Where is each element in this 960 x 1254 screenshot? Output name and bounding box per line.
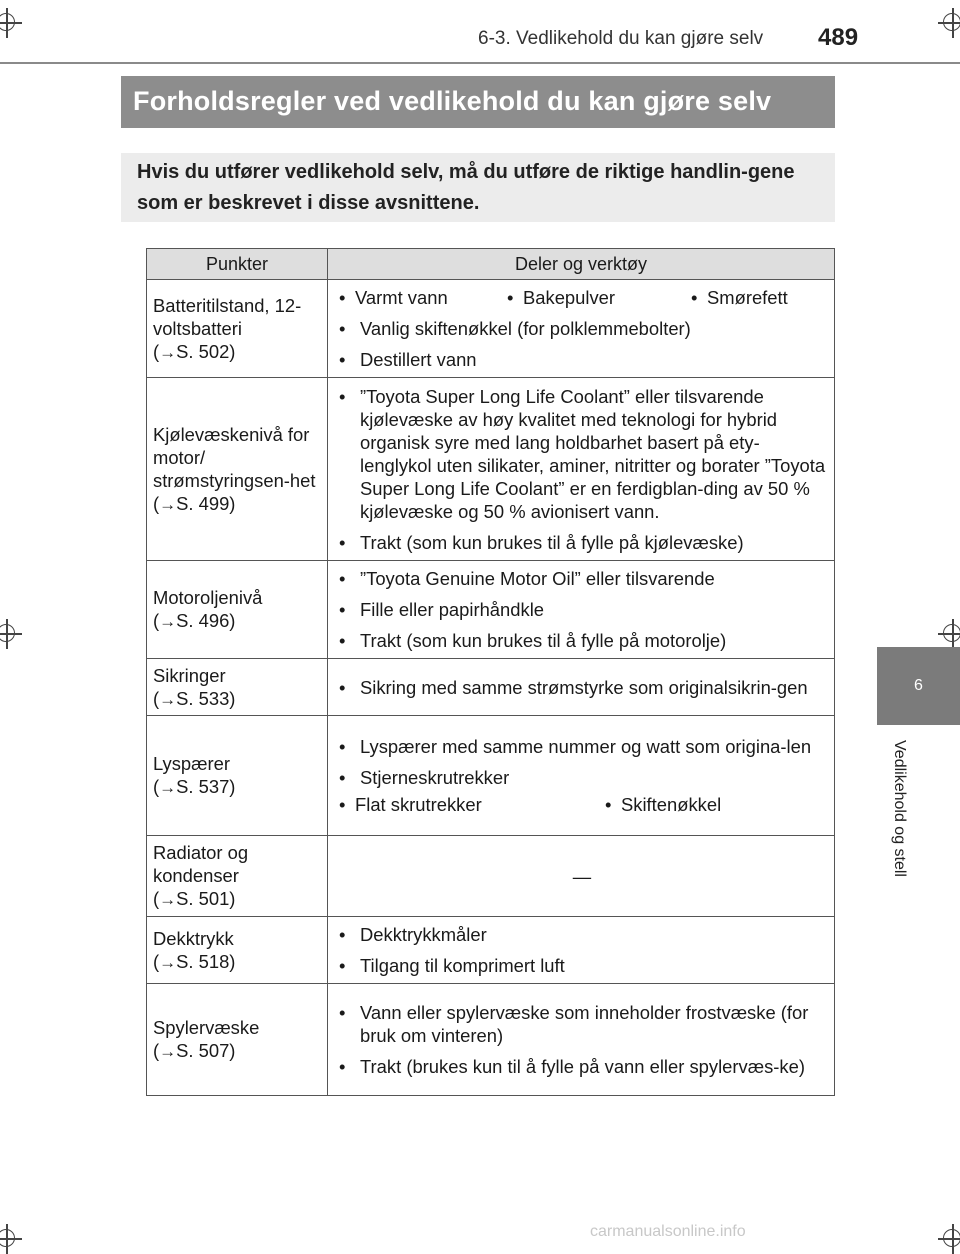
arrow-icon: → (159, 952, 177, 972)
crop-mark-top-left (0, 8, 22, 38)
item-name: Dekktrykk (153, 927, 234, 949)
empty-dash: — (572, 865, 592, 887)
table-row (147, 836, 835, 917)
item-cell: Sikringer (→S. 533) (147, 659, 328, 716)
list-item: • Tilgang til komprimert luft (336, 954, 828, 977)
header-divider (0, 62, 960, 64)
page-ref-link[interactable]: S. 518 (176, 950, 230, 972)
table-row (147, 716, 835, 836)
page-ref-link[interactable]: S. 507 (176, 1040, 230, 1061)
item-cell: Motoroljenivå (→S. 496) (147, 561, 328, 659)
list-item: • Destillert vann (336, 348, 828, 371)
arrow-icon: → (159, 778, 177, 797)
crop-mark-mid-right (938, 619, 960, 649)
item-name: Kjølevæskenivå for motor/ strømstyringsen-het (153, 423, 316, 491)
list-item: • Sikring med samme strømstyrke som originalsikrin-gen (336, 676, 828, 699)
list-item: • Vann eller spylervæske som inneholder frostvæske (for bruk om vinteren) (336, 1001, 828, 1047)
arrow-icon: → (159, 342, 177, 362)
list-item: • Dekktrykkmåler (336, 923, 828, 946)
crop-mark-top-right (938, 8, 960, 38)
list-item: • Flat skrutrekker (339, 793, 605, 816)
chapter-label: Vedlikehold og stell (891, 740, 908, 877)
item-name: Motoroljenivå (153, 587, 263, 608)
inline-list (339, 793, 828, 816)
page-title: Forholdsregler ved vedlikehold du kan gjøre selv (121, 76, 835, 128)
parts-cell (328, 836, 835, 917)
item-cell: Dekktrykk (→S. 518) (147, 917, 328, 984)
list-item: • Vanlig skiftenøkkel (for polklemmebolter) (336, 317, 828, 340)
parts-cell (328, 716, 835, 836)
intro-text: Hvis du utfører vedlikehold selv, må du utføre de riktige handlin-gene som er beskrevet i disse avsnittene. (121, 153, 835, 222)
page-ref-link[interactable]: S. 499 (176, 492, 230, 514)
parts-cell (328, 378, 835, 561)
parts-cell (328, 280, 835, 378)
item-cell: Radiator og kondenser (→S. 501) (147, 836, 328, 917)
crop-mark-bottom-left (0, 1224, 22, 1254)
item-cell: Spylervæske (→S. 507) (147, 984, 328, 1096)
list-item: • Smørefett (691, 286, 788, 309)
table-row (147, 984, 835, 1096)
list-item: • Stjerneskrutrekker (336, 766, 828, 789)
list-item: • Varmt vann (339, 286, 507, 309)
item-name: Radiator og kondenser (153, 842, 249, 886)
maintenance-table (146, 248, 835, 1096)
page-ref-link[interactable]: S. 496 (176, 610, 230, 631)
crop-mark-bottom-right (938, 1224, 960, 1254)
page-ref-link[interactable]: S. 533 (176, 687, 230, 709)
arrow-icon: → (159, 612, 177, 631)
section-heading: 6-3. Vedlikehold du kan gjøre selv (478, 28, 764, 49)
item-name: Spylervæske (153, 1017, 260, 1038)
arrow-icon: → (159, 1042, 177, 1061)
column-header-items: Punkter (147, 249, 328, 280)
list-item: • Trakt (som kun brukes til å fylle på motorolje) (336, 629, 828, 652)
crop-mark-mid-left (0, 619, 22, 649)
parts-cell (328, 561, 835, 659)
list-item: • Fille eller papirhåndkle (336, 598, 828, 621)
column-header-parts: Deler og verktøy (328, 249, 835, 280)
page-ref-link[interactable]: S. 537 (176, 776, 230, 797)
parts-cell (328, 984, 835, 1096)
item-cell: Lyspærer (→S. 537) (147, 716, 328, 836)
list-item: • ”Toyota Super Long Life Coolant” eller tilsvarende kjølevæske av høy kvalitet med teknologi for hybrid organisk syre med lang holdbarhet basert på ety-lenglykol uten silikater, aminer, nitritter og borater ”Toyota Super Long Life Coolant” er en ferdigblan-ding av 50 % kjølevæske og 50 % avionisert vann. (336, 385, 828, 523)
table-row (147, 378, 835, 561)
item-name: Sikringer (153, 664, 226, 686)
list-item: • Trakt (brukes kun til å fylle på vann eller spylervæs-ke) (336, 1055, 828, 1078)
chapter-number: 6 (914, 677, 923, 694)
page-ref-link[interactable]: S. 502 (176, 340, 230, 362)
arrow-icon: → (159, 494, 177, 514)
item-cell: Kjølevæskenivå for motor/ strømstyringsen-het (→S. 499) (147, 378, 328, 561)
parts-cell (328, 917, 835, 984)
inline-list (339, 286, 828, 309)
parts-cell (328, 659, 835, 716)
item-name: Lyspærer (153, 753, 230, 774)
arrow-icon: → (159, 890, 177, 909)
item-cell: Batteritilstand, 12-voltsbatteri (→S. 502) (147, 280, 328, 378)
page-ref-link[interactable]: S. 501 (176, 888, 230, 909)
list-item: • Bakepulver (507, 286, 691, 309)
list-item: • ”Toyota Genuine Motor Oil” eller tilsvarende (336, 567, 828, 590)
list-item: • Lyspærer med samme nummer og watt som origina-len (336, 735, 828, 758)
table-row (147, 917, 835, 984)
page-number: 489 (818, 24, 859, 51)
chapter-tab[interactable] (877, 647, 960, 725)
arrow-icon: → (159, 689, 177, 709)
list-item: • Trakt (som kun brukes til å fylle på kjølevæske) (336, 531, 828, 554)
list-item: • Skiftenøkkel (605, 793, 721, 816)
watermark: carmanualsonline.info (590, 1223, 746, 1240)
table-header-row (147, 249, 835, 280)
table-row (147, 561, 835, 659)
table-row (147, 659, 835, 716)
item-name: Batteritilstand, 12-voltsbatteri (153, 294, 302, 339)
table-row (147, 280, 835, 378)
